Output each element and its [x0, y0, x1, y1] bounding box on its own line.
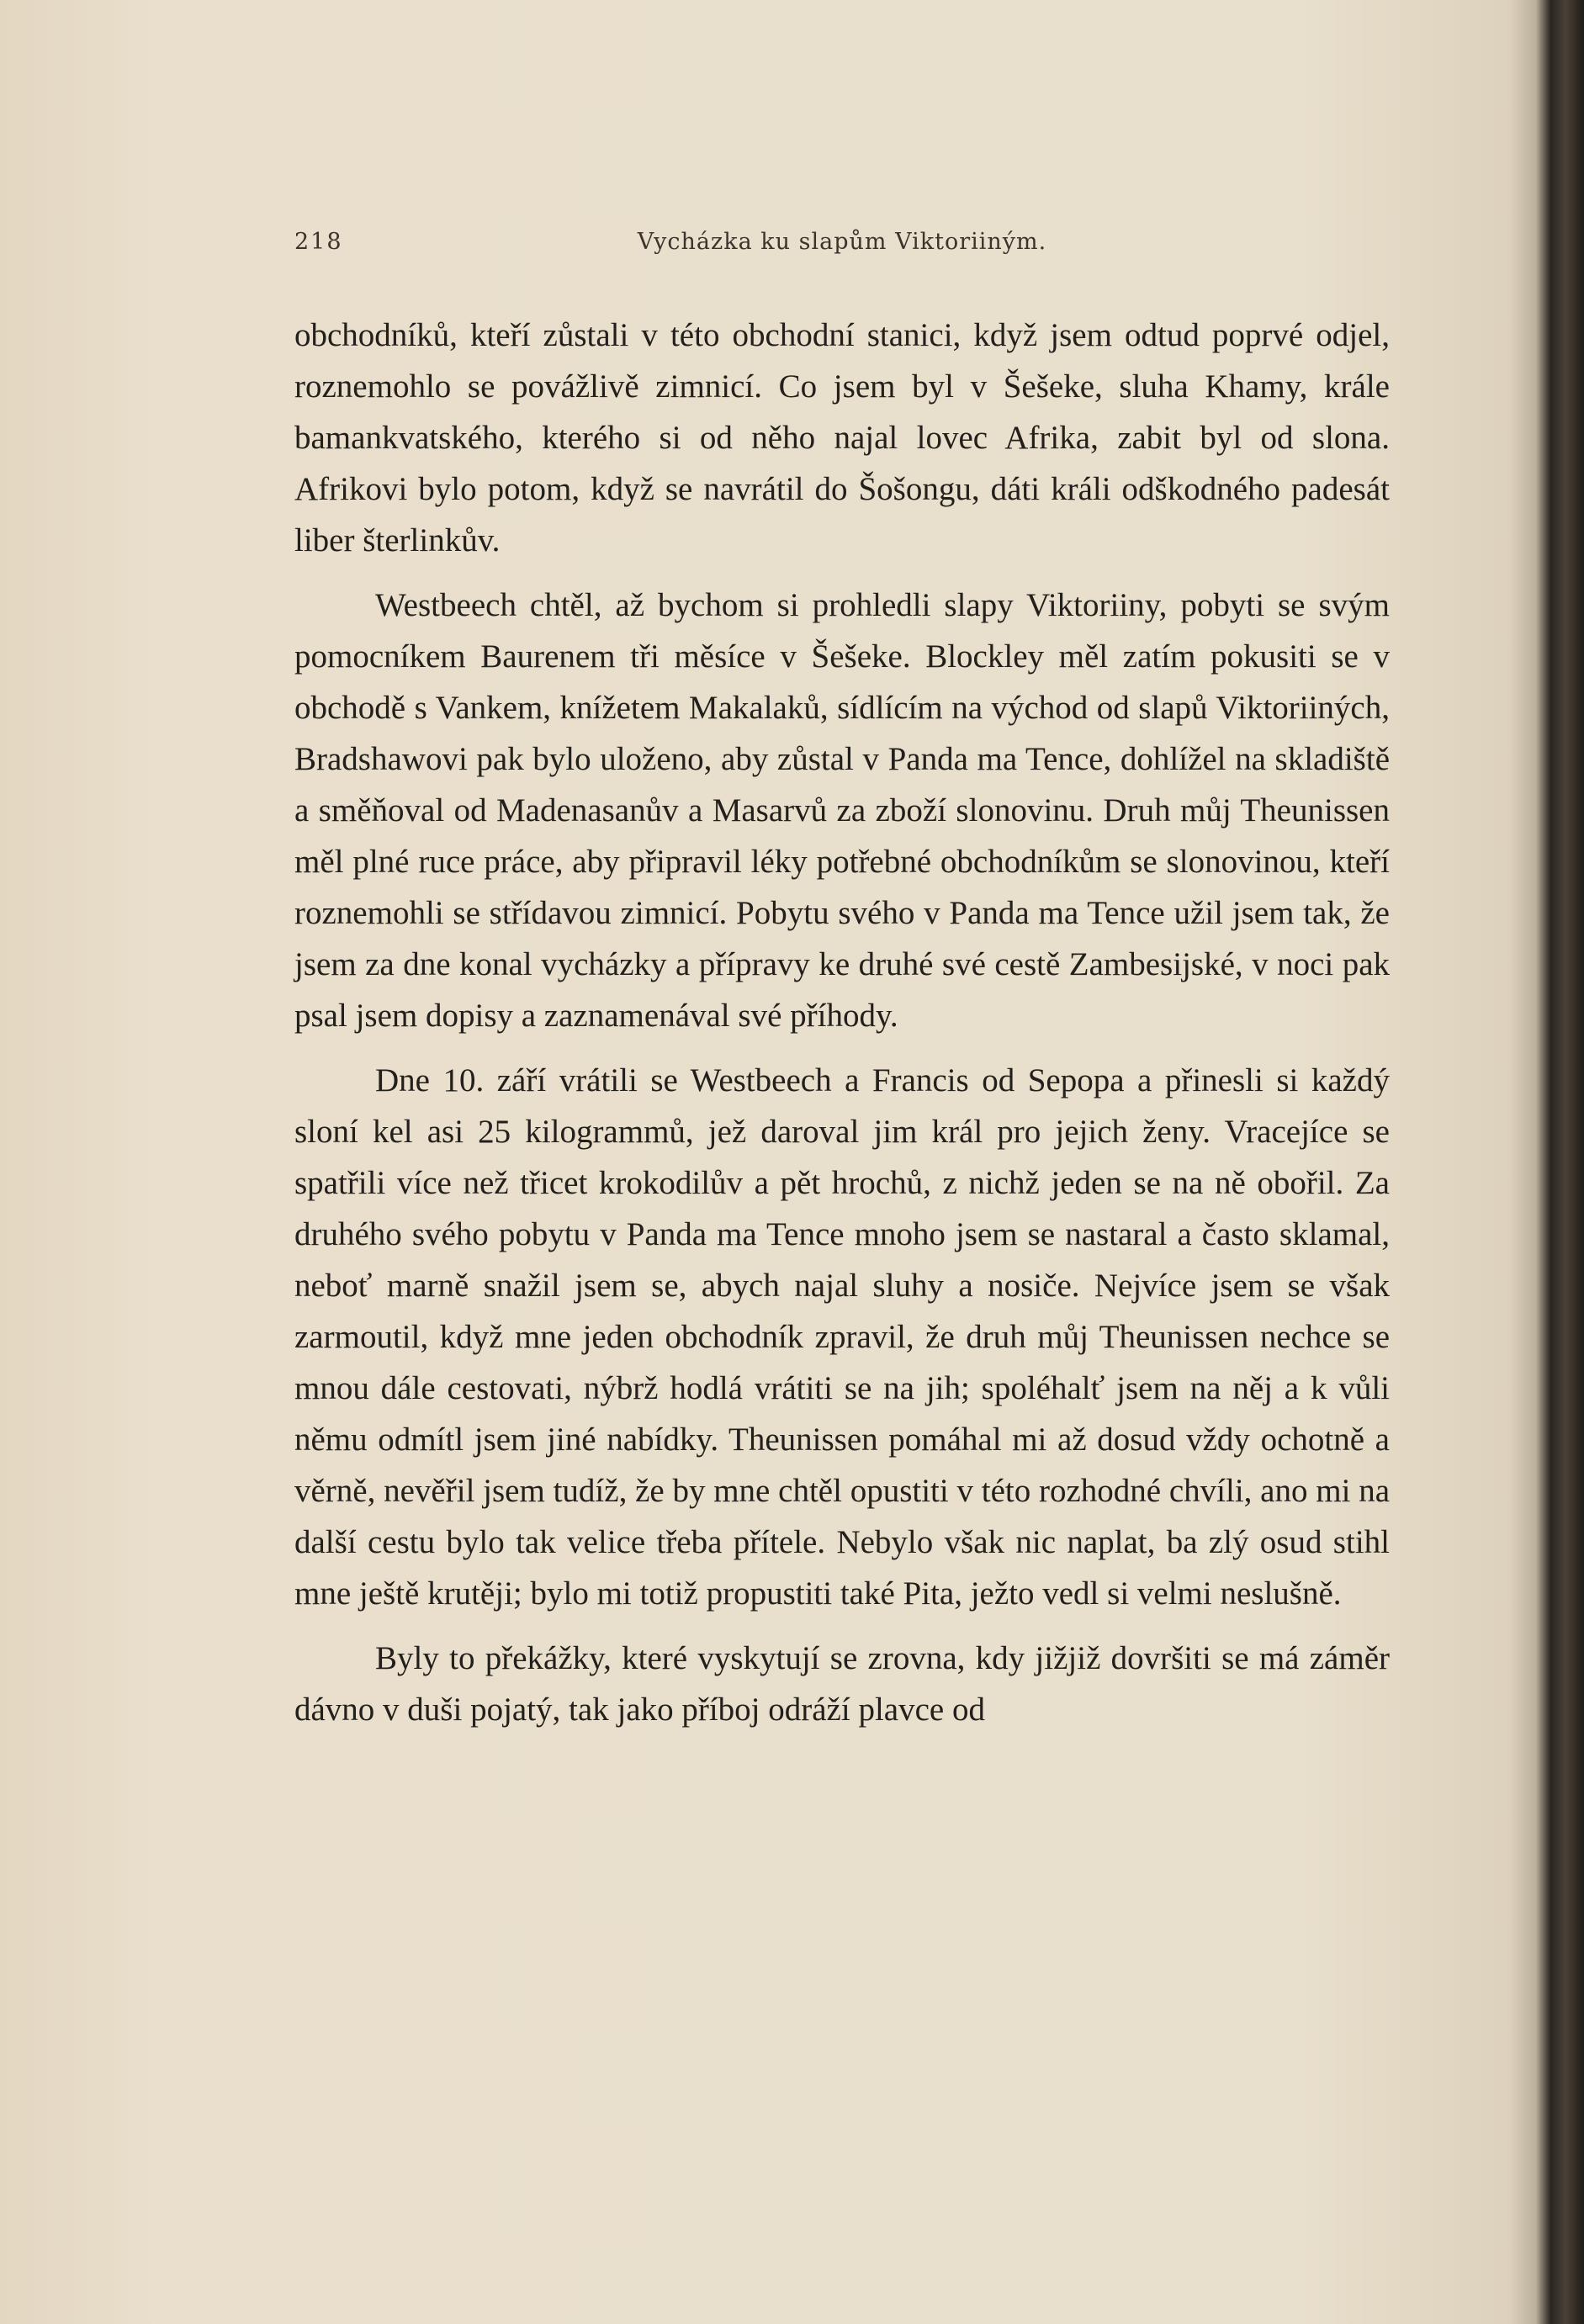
body-text	[294, 310, 1390, 1735]
page-number: 218	[294, 229, 343, 255]
running-title: Vycházka ku slapům Viktoriiným.	[637, 229, 1047, 255]
paragraph: Byly to překážky, které vyskytují se zrovna, kdy jižjiž dovršiti se má záměr dávno v duši pojatý, tak jako příboj odráží plavce od	[294, 1640, 1390, 1728]
page-header	[294, 229, 1390, 262]
paragraph-continued: obchodníků, kteří zůstali v této obchodní stanici, když jsem odtud poprvé odjel, roznemohlo se povážlivě zimnicí. Co jsem byl v Šešeke, sluha Khamy, krále bamankvatského, kterého si od něho najal lovec Afrika, zabit byl od slona. Afrikovi bylo potom, když se navrátil do Šošongu, dáti králi odškodného padesát liber šterlinkův.	[294, 317, 1390, 559]
paragraph: Westbeech chtěl, až bychom si prohledli slapy Viktoriiny, pobyti se svým pomocníkem Baurenem tři měsíce v Šešeke. Blockley měl zatím pokusiti se v obchodě s Vankem, knížetem Makalaků, sídlícím na východ od slapů Viktoriiných, Bradshawovi pak bylo uloženo, aby zůstal v Panda ma Tence, dohlížel na skladiště a směňoval od Madenasanův a Masarvů za zboží slonovinu. Druh můj Theunissen měl plné ruce práce, aby připravil léky potřebné obchodníkům se slonovinou, kteří roznemohli se střídavou zimnicí. Pobytu svého v Panda ma Tence užil jsem tak, že jsem za dne konal vycházky a přípravy ke druhé své cestě Zambesijské, v noci pak psal jsem dopisy a zaznamenával své příhody.	[294, 587, 1390, 1034]
paragraph: Dne 10. září vrátili se Westbeech a Francis od Sepopa a přinesli si každý sloní kel asi 25 kilogrammů, jež daroval jim král pro jejich ženy. Vracejíce se spatřili více než třicet krokodilův a pět hrochů, z nichž jeden se na ně obořil. Za druhého svého pobytu v Panda ma Tence mnoho jsem se nastaral a často sklamal, neboť marně snažil jsem se, abych najal sluhy a nosiče. Nejvíce jsem se však zarmoutil, když mne jeden obchodník zpravil, že druh můj Theunissen nechce se mnou dále cestovati, nýbrž hodlá vrátiti se na jih; spoléhalť jsem na něj a k vůli němu odmítl jsem jiné nabídky. Theunissen pomáhal mi až dosud vždy ochotně a věrně, nevěřil jsem tudíž, že by mne chtěl opustiti v této rozhodné chvíli, ano mi na další cestu bylo tak velice třeba přítele. Nebylo však nic naplat, ba zlý osud stihl mne ještě krutěji; bylo mi totiž propustiti také Pita, ježto vedl si velmi neslušně.	[294, 1062, 1390, 1612]
page-edge-shadow	[1510, 0, 1584, 2324]
